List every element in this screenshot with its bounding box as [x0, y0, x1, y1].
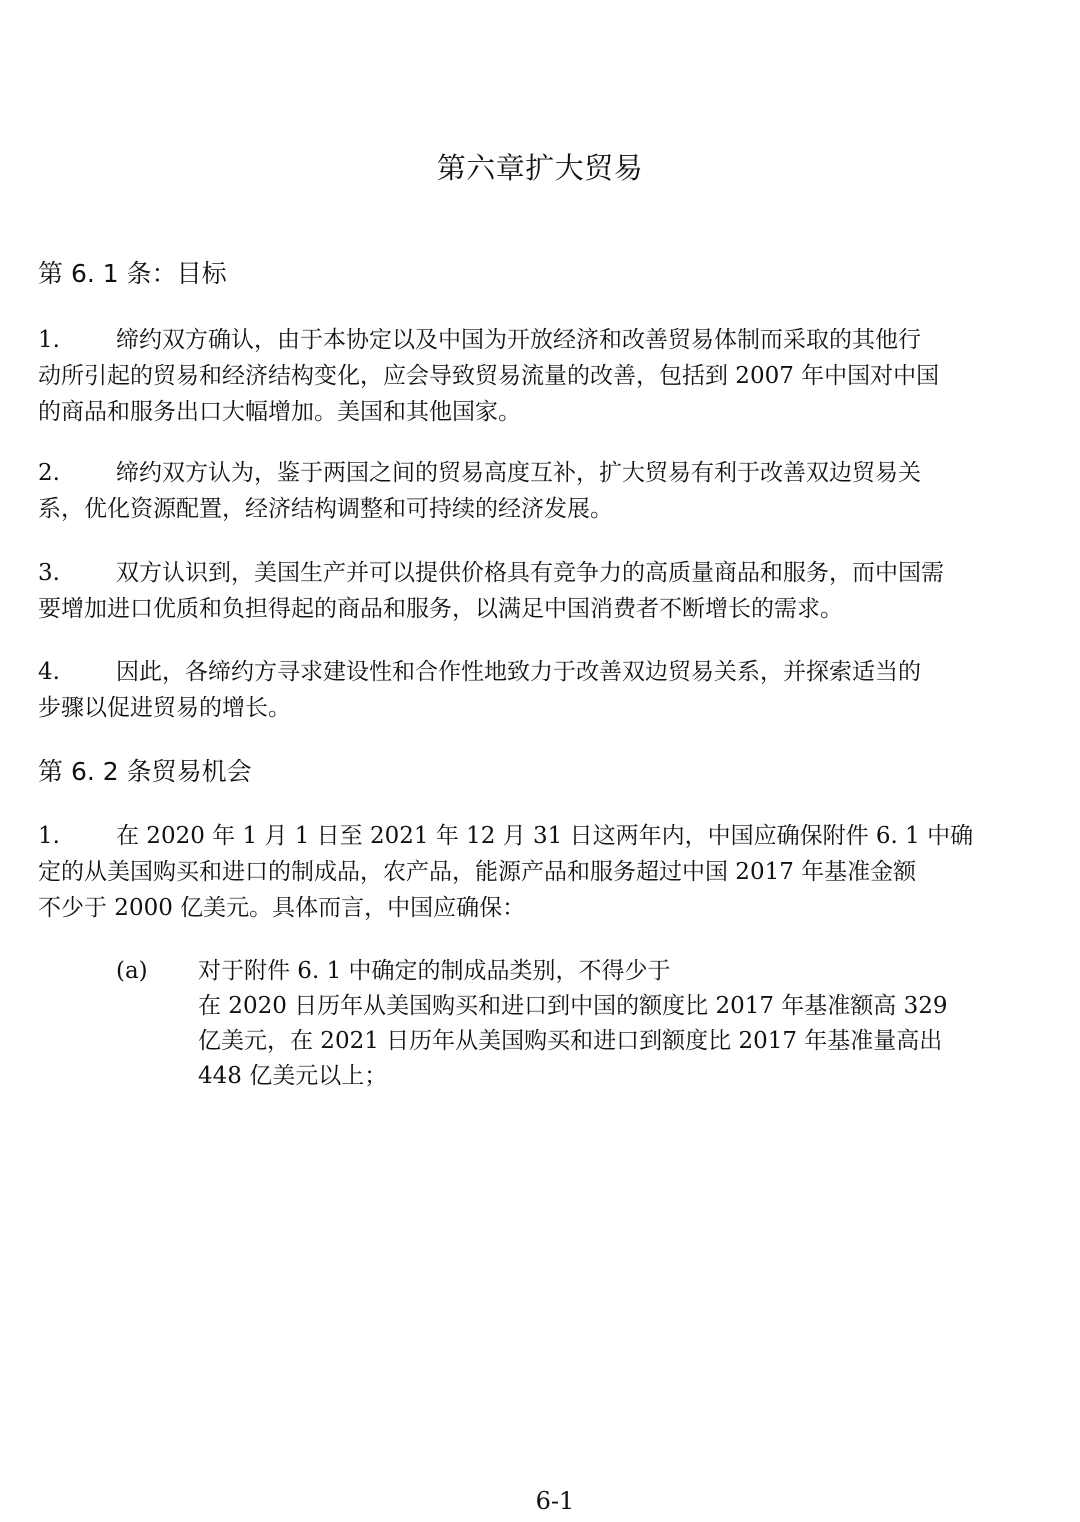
subitem-line: 在 2020 日历年从美国购买和进口到中国的额度比 2017 年基准额高 329: [198, 993, 948, 1019]
article-6-2-paragraph-1: [38, 818, 1058, 926]
paragraph-number: 1.: [38, 823, 60, 849]
page-number: 6-1: [535, 1487, 575, 1515]
paragraph-line: 缔约双方确认，由于本协定以及中国为开放经济和改善贸易体制而采取的其他行: [116, 327, 921, 353]
chapter-title: 第六章扩大贸易: [436, 151, 644, 185]
paragraph-line: 系，优化资源配置，经济结构调整和可持续的经济发展。: [38, 496, 613, 522]
subitem-line: 对于附件 6. 1 中确定的制成品类别，不得少于: [198, 958, 671, 984]
article-6-1-paragraph-3: [38, 555, 1058, 627]
paragraph-line: 双方认识到，美国生产并可以提供价格具有竞争力的高质量商品和服务，而中国需: [116, 560, 944, 586]
paragraph-line: 的商品和服务出口大幅增加。美国和其他国家。: [38, 399, 521, 425]
article-6-1-paragraph-2: [38, 455, 1058, 527]
paragraph-line: 不少于 2000 亿美元。具体而言，中国应确保：: [38, 895, 526, 921]
subitem-text: [198, 954, 1048, 1094]
article-6-1-paragraph-4: [38, 654, 1058, 726]
paragraph-line: 缔约双方认为，鉴于两国之间的贸易高度互补，扩大贸易有利于改善双边贸易关: [116, 460, 921, 486]
subitem-marker: (a): [116, 958, 148, 984]
paragraph-line: 动所引起的贸易和经济结构变化，应会导致贸易流量的改善，包括到 2007 年中国对中国: [38, 363, 940, 389]
subitem-line: 448 亿美元以上；: [198, 1063, 388, 1089]
paragraph-line: 在 2020 年 1 月 1 日至 2021 年 12 月 31 日这两年内，中国应确保附件 6. 1 中确: [116, 823, 974, 849]
article-6-1-heading: 第 6. 1 条：目标: [38, 259, 227, 288]
paragraph-line: 定的从美国购买和进口的制成品，农产品，能源产品和服务超过中国 2017 年基准金额: [38, 859, 917, 885]
paragraph-number: 3.: [38, 560, 60, 586]
paragraph-line: 要增加进口优质和负担得起的商品和服务，以满足中国消费者不断增长的需求。: [38, 596, 843, 622]
paragraph-number: 2.: [38, 460, 60, 486]
paragraph-number: 4.: [38, 659, 60, 685]
paragraph-line: 因此，各缔约方寻求建设性和合作性地致力于改善双边贸易关系，并探索适当的: [116, 659, 921, 685]
article-6-2-heading: 第 6. 2 条贸易机会: [38, 757, 252, 786]
paragraph-number: 1.: [38, 327, 60, 353]
paragraph-line: 步骤以促进贸易的增长。: [38, 695, 291, 721]
subitem-line: 亿美元，在 2021 日历年从美国购买和进口到额度比 2017 年基准量高出: [198, 1028, 943, 1054]
article-6-1-paragraph-1: [38, 322, 1058, 430]
